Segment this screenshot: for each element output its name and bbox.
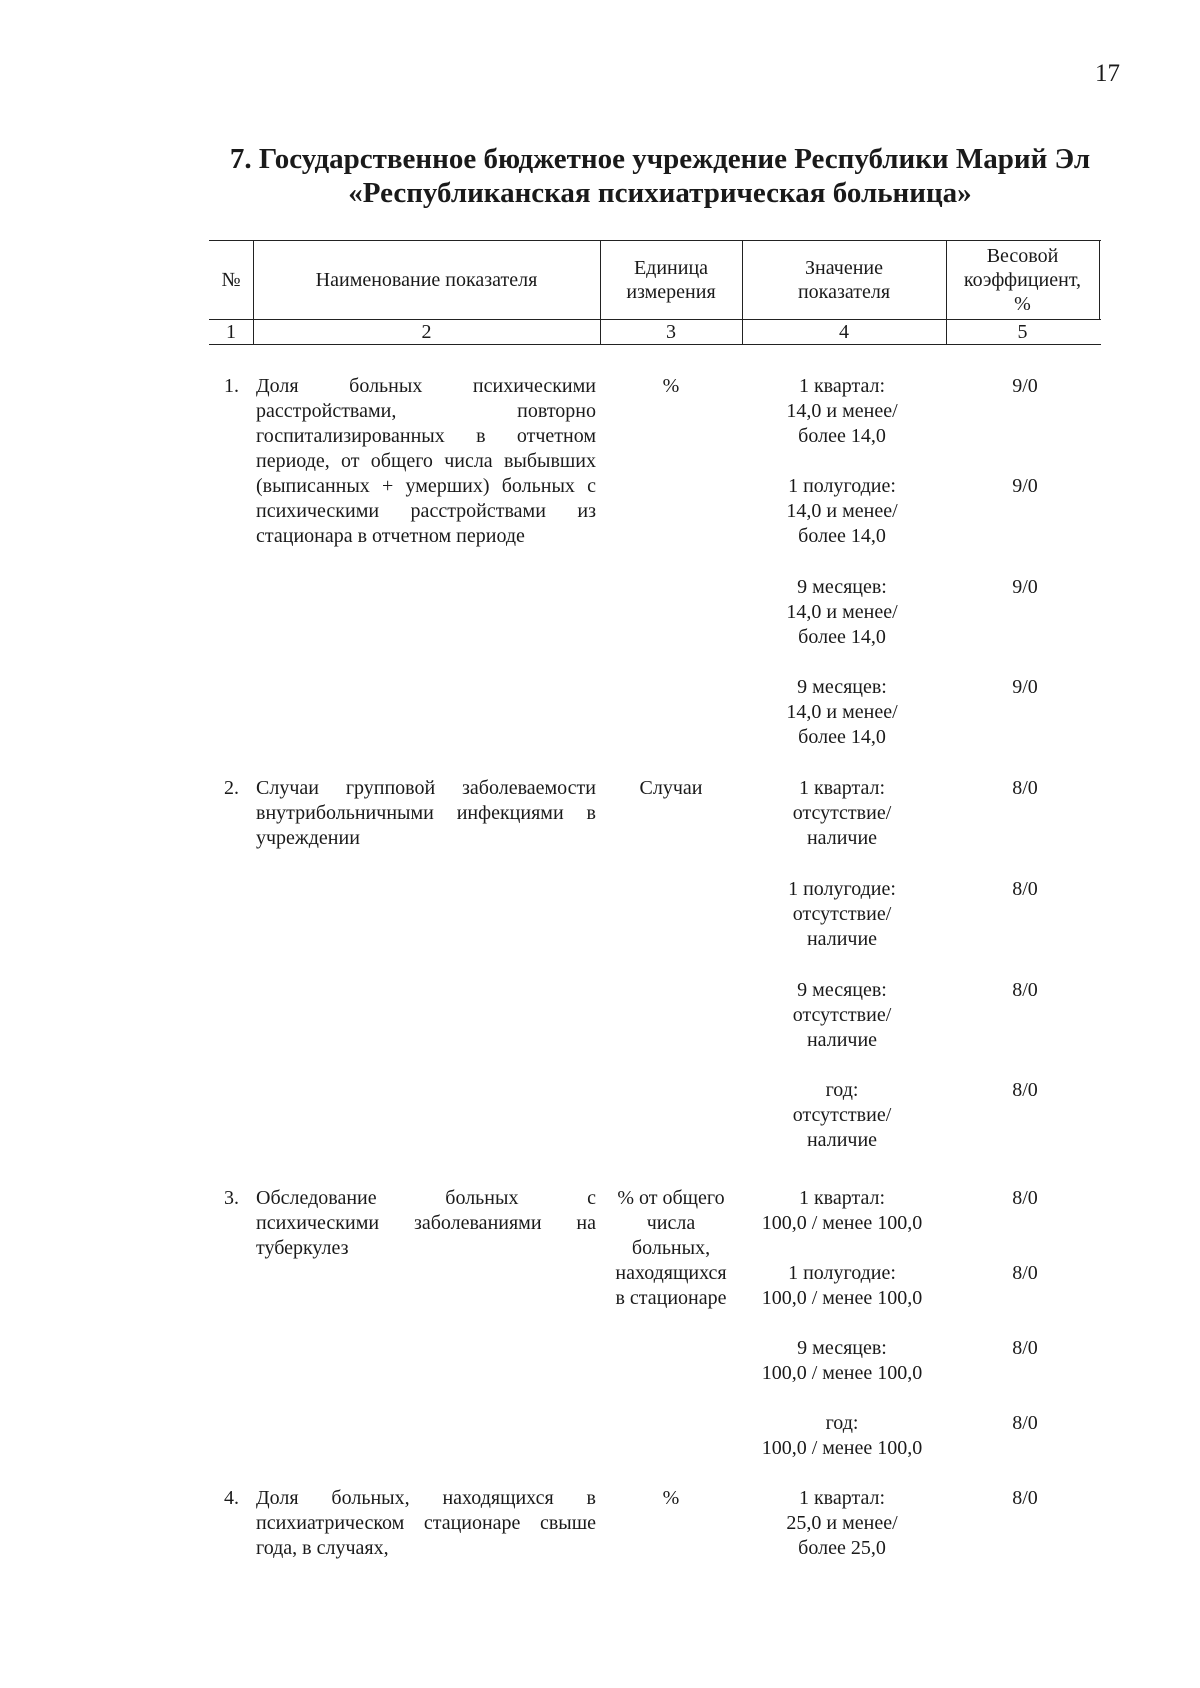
period-threshold: более 14,0 [798,726,886,748]
period-value [742,1261,942,1311]
period-value [742,1411,942,1461]
period-label: год: [825,1079,859,1101]
weight-value: 8/0 [1012,777,1038,799]
period-value [742,978,942,1053]
period-threshold: наличие [806,827,878,849]
header-value [742,240,946,319]
header-col-divider [1099,240,1100,320]
period-threshold: 100,0 / менее 100,0 [761,1212,923,1234]
weight-value: 8/0 [1012,1262,1038,1284]
header-name: Наименование показателя [315,268,538,291]
indicator-name: Обследование больных с психическими заболеваниями на туберкулез [256,1187,596,1259]
period-label: 1 полугодие: [788,1262,896,1284]
header-unit-line2: измерения [626,280,716,303]
weight-value: 8/0 [1012,1337,1038,1359]
weight-value: 8/0 [1012,1487,1038,1509]
weight-value: 9/0 [1012,676,1038,698]
weight-value: 9/0 [1012,475,1038,497]
period-value [742,675,942,750]
period-threshold: отсутствие/ [792,1004,892,1026]
period-threshold: более 14,0 [798,425,886,447]
period-label: 1 квартал: [798,1187,886,1209]
period-threshold: 14,0 и менее/ [786,500,898,522]
period-threshold: более 25,0 [798,1537,886,1559]
period-threshold: отсутствие/ [792,903,892,925]
period-threshold: 100,0 / менее 100,0 [761,1362,923,1384]
period-value [742,776,942,851]
weight-value: 8/0 [1012,1412,1038,1434]
col-number: 3 [666,320,676,343]
unit-line: % от общего [617,1187,725,1209]
period-label: 1 квартал: [798,375,886,397]
period-threshold: отсутствие/ [792,1104,892,1126]
period-label: год: [825,1412,859,1434]
title-line-1: 7. Государственное бюджетное учреждение Республики Марий Эл [229,143,1091,175]
table-header [209,240,1101,346]
indicator-name: Доля больных психическими расстройствами, повторно госпитализированных в отчетном периоде, от общего числа выбывших (выписанных + умерших) больных с психическими расстройствами из стационара в отчетном периоде [256,375,596,547]
period-value [742,374,942,449]
period-threshold: отсутствие/ [792,802,892,824]
page-number: 17 [1095,60,1120,87]
period-label: 9 месяцев: [797,1337,887,1359]
period-threshold: наличие [806,1129,878,1151]
period-label: 9 месяцев: [797,979,887,1001]
period-value [742,1186,942,1236]
period-threshold: 14,0 и менее/ [786,601,898,623]
period-threshold: 14,0 и менее/ [786,400,898,422]
header-weight [946,240,1099,319]
weight-value: 8/0 [1012,979,1038,1001]
weight-value: 9/0 [1012,576,1038,598]
indicator-unit: % [662,1487,680,1509]
period-threshold: наличие [806,928,878,950]
document-title [200,142,1120,210]
col-number: 2 [421,320,432,343]
row-number: 2. [224,777,239,799]
period-threshold: более 14,0 [798,626,886,648]
period-threshold: 100,0 / менее 100,0 [761,1437,923,1459]
period-value [742,1078,942,1153]
unit-line: больных, [631,1237,711,1259]
weight-value: 8/0 [1012,1187,1038,1209]
header-bottom-border [209,344,1101,345]
period-value [742,877,942,952]
weight-value: 8/0 [1012,1079,1038,1101]
period-threshold: более 14,0 [798,525,886,547]
unit-line: находящихся [615,1262,727,1284]
indicator-unit: % [662,375,680,397]
weight-value: 8/0 [1012,878,1038,900]
col-number: 5 [1017,320,1028,343]
period-threshold: 14,0 и менее/ [786,701,898,723]
row-number: 4. [224,1487,239,1509]
period-label: 9 месяцев: [797,576,887,598]
header-weight-line2: коэффициент, [963,268,1082,291]
period-value [742,474,942,549]
row-number: 1. [224,375,239,397]
unit-line: числа [646,1212,696,1234]
indicator-name: Случаи групповой заболеваемости внутрибольничными инфекциями в учреждении [256,777,596,849]
indicator-name: Доля больных, находящихся в психиатрическом стационаре свыше года, в случаях, [256,1487,596,1559]
period-label: 1 квартал: [798,1487,886,1509]
row-number: 3. [224,1187,239,1209]
period-label: 1 полугодие: [788,878,896,900]
indicator-unit [600,1186,742,1311]
header-unit [600,240,742,319]
period-label: 9 месяцев: [797,676,887,698]
header-num: № [221,268,241,291]
period-label: 1 квартал: [798,777,886,799]
weight-value: 9/0 [1012,375,1038,397]
period-value [742,1486,942,1561]
header-weight-line1: Весовой [986,244,1059,267]
header-value-line2: показателя [797,280,891,303]
period-threshold: 100,0 / менее 100,0 [761,1287,923,1309]
period-label: 1 полугодие: [788,475,896,497]
header-value-line1: Значение [804,256,884,279]
period-value [742,1336,942,1386]
header-unit-line1: Единица [633,256,709,279]
unit-line: в стационаре [615,1287,727,1309]
header-weight-line3: % [1014,292,1031,315]
col-number: 1 [226,320,236,343]
col-number: 4 [839,320,849,343]
title-line-2: «Республиканская психиатрическая больница» [348,177,972,209]
indicator-unit: Случаи [639,777,703,799]
period-value [742,575,942,650]
period-threshold: 25,0 и менее/ [786,1512,898,1534]
period-threshold: наличие [806,1029,878,1051]
